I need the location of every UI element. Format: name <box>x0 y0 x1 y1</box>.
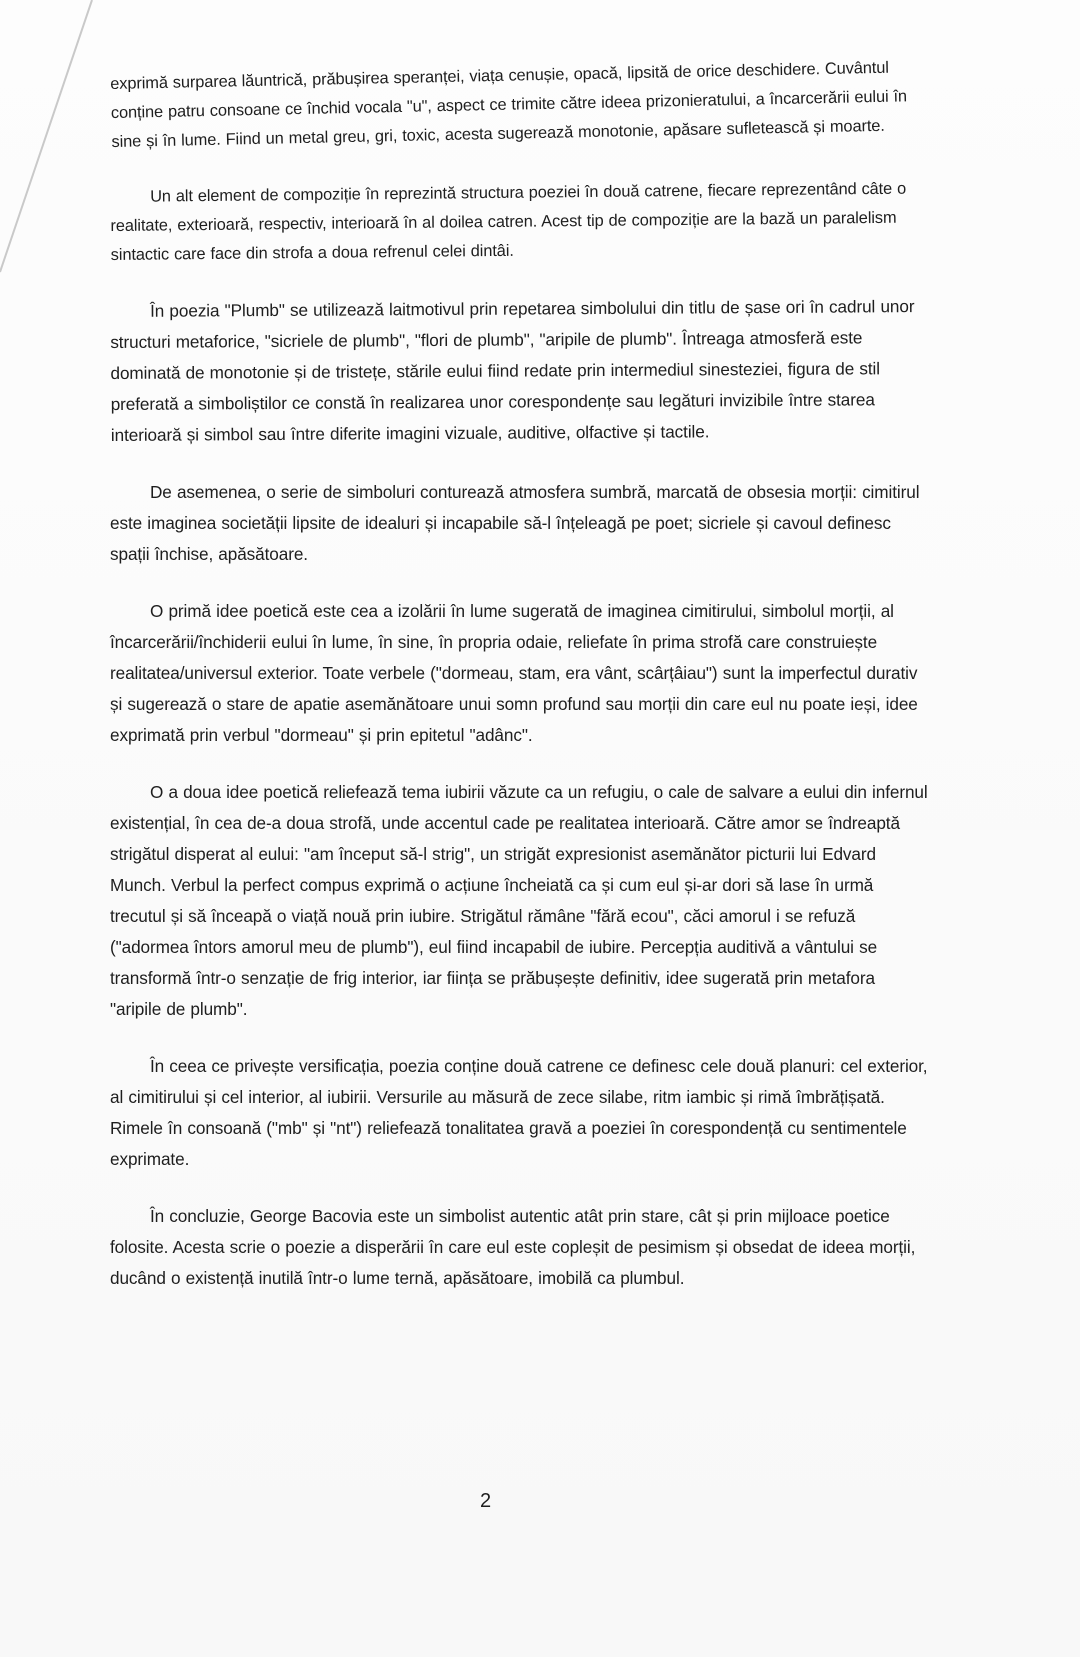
paragraph-1: exprimă surparea lăuntrică, prăbușirea speranței, viața cenușie, opacă, lipsită de orice deschidere. Cuvântul conține patru consoane ce închid vocala "u", aspect ce trimite către ideea prizonieratului, a încarcerării eului în sine și în lume. Fiind un metal greu, gri, toxic, acesta sugerează monotonie, apăsare sufletească și moarte. <box>110 58 908 151</box>
page-number: 2 <box>480 1490 492 1512</box>
paragraph-5: O primă idee poetică este cea a izolării în lume sugerată de imaginea cimitirului, simbolul morții, al încarcerării/închiderii eului în lume, în sine, în propria odaie, reliefate în prima strofă care construiește realitatea/universul exterior. Toate verbele ("dormeau, stam, era vânt, scârțâiau") sunt la imperfectul durativ și sugerează o stare de apatie asemănătoare unui somn profund sau morții din care eul nu poate ieși, idee exprimată prin verbul "dormeau" și prin epitetul "adânc". <box>110 601 918 745</box>
paragraph-7: În ceea ce privește versificația, poezia conține două catrene ce definesc cele două planuri: cel exterior, al cimitirului și cel interior, al iubirii. Versurile au măsură de zece silabe, ritm iambic și rimă îmbrățișată. Rimele în consoană ("mb" și "nt") reliefează tonalitatea gravă a poeziei în corespondență cu sentimentele exprimate. <box>110 1056 928 1169</box>
paragraph-2: Un alt element de compoziție în reprezintă structura poeziei în două catrene, fiecare reprezentând câte o realitate, exterioară, respectiv, interioară în al doilea catren. Acest tip de compoziție are la bază un paralelism sintactic care face din strofa a doua refrenul celei dintâi. <box>110 179 907 264</box>
paragraph-8: În concluzie, George Bacovia este un simbolist autentic atât prin stare, cât și prin mijloace poetice folosite. Acesta scrie o poezie a disperării în care eul este copleșit de pesimism și obsedat de ideea morții, ducând o existență inutilă într-o lume ternă, apăsătoare, imobilă ca plumbul. <box>110 1206 916 1288</box>
essay-body <box>110 58 930 1320</box>
paragraph-4: De asemenea, o serie de simboluri conturează atmosfera sumbră, marcată de obsesia morții: cimitirul este imaginea societății lipsite de idealuri și incapabile să-l înțeleagă pe poet; sicriele și cavoul definesc spații închise, apăsătoare. <box>110 482 920 564</box>
paragraph-3: În poezia "Plumb" se utilizează laitmotivul prin repetarea simbolului din titlu de șase ori în cadrul unor structuri metaforice, "sicriele de plumb", "flori de plumb", "aripile de plumb". Întreaga atmosferă este dominată de monotonie și de tristețe, stările eului fiind redate prin intermediul sinesteziei, figura de stil preferată a simboliștilor ce constă în realizarea unor corespondențe sau legături invizibile între starea interioară și simbol sau între diferite imagini vizuale, auditive, olfactive și tactile. <box>110 296 915 445</box>
paragraph-6: O a doua idee poetică reliefează tema iubirii văzute ca un refugiu, o cale de salvare a eului din infernul existențial, în cea de-a doua strofă, unde accentul cade pe realitatea interioară. Către amor se îndreaptă strigătul disperat al eului: "am început să-l strig", un strigăt expresionist asemănător picturii lui Edvard Munch. Verbul la perfect compus exprimă o acțiune încheiată ca și cum eul și-ar dori să lase în urmă trecutul și să înceapă o viață nouă prin iubire. Strigătul rămâne "fără ecou", căci amorul i se refuză ("adormea întors amorul meu de plumb"), eul fiind incapabil de iubire. Percepția auditivă a vântului se transformă într-o senzație de frig interior, iar ființa se prăbușește definitiv, idee sugerată prin metafora "aripile de plumb". <box>110 782 928 1019</box>
